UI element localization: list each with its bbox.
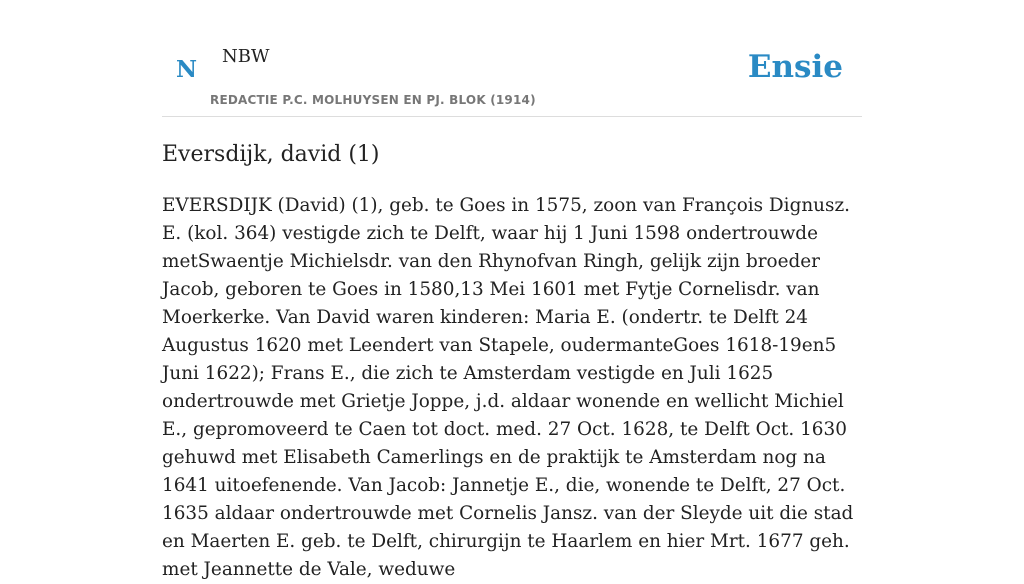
source-header — [162, 0, 862, 117]
entry-title: Eversdijk, david (1) — [162, 142, 380, 167]
source-title[interactable]: NBW — [222, 46, 270, 67]
source-subtitle: REDACTIE P.C. MOLHUYSEN EN PJ. BLOK (1914) — [210, 93, 536, 107]
entry-body-text: EVERSDIJK (David) (1), geb. te Goes in 1575, zoon van François Dignusz. E. (kol. 364) vestigde zich te Delft, waar hij 1 Juni 1598 ondertrouwde metSwaentje Michielsdr. van den Rhynofvan Ringh, gelijk zijn broeder Jacob, geboren te Goes in 1580,13 Mei 1601 met Fytje Cornelisdr. van Moerkerke. Van David waren kinderen: Maria E. (ondertr. te Delft 24 Augustus 1620 met Leendert van Stapele, oudermanteGoes 1618-19en5 Juni 1622); Frans E., die zich te Amsterdam vestigde en Juli 1625 ondertrouwde met Grietje Joppe, j.d. aldaar wonende en wellicht Michiel E., gepromoveerd te Caen tot doct. med. 27 Oct. 1628, te Delft Oct. 1630 gehuwd met Elisabeth Camerlings en de praktijk te Amsterdam nog na 1641 uitoefenende. Van Jacob: Jannetje E., die, wonende te Delft, 27 Oct. 1635 aldaar ondertrouwde met Cornelis Jansz. van der Sleyde uit die stad en Maerten E. geb. te Delft, chirurgijn te Haarlem en hier Mrt. 1677 geh. met Jeannette de Vale, weduwe — [162, 195, 854, 580]
brand-logo-link[interactable]: Ensie — [747, 49, 843, 85]
source-logo[interactable]: N — [176, 56, 198, 83]
